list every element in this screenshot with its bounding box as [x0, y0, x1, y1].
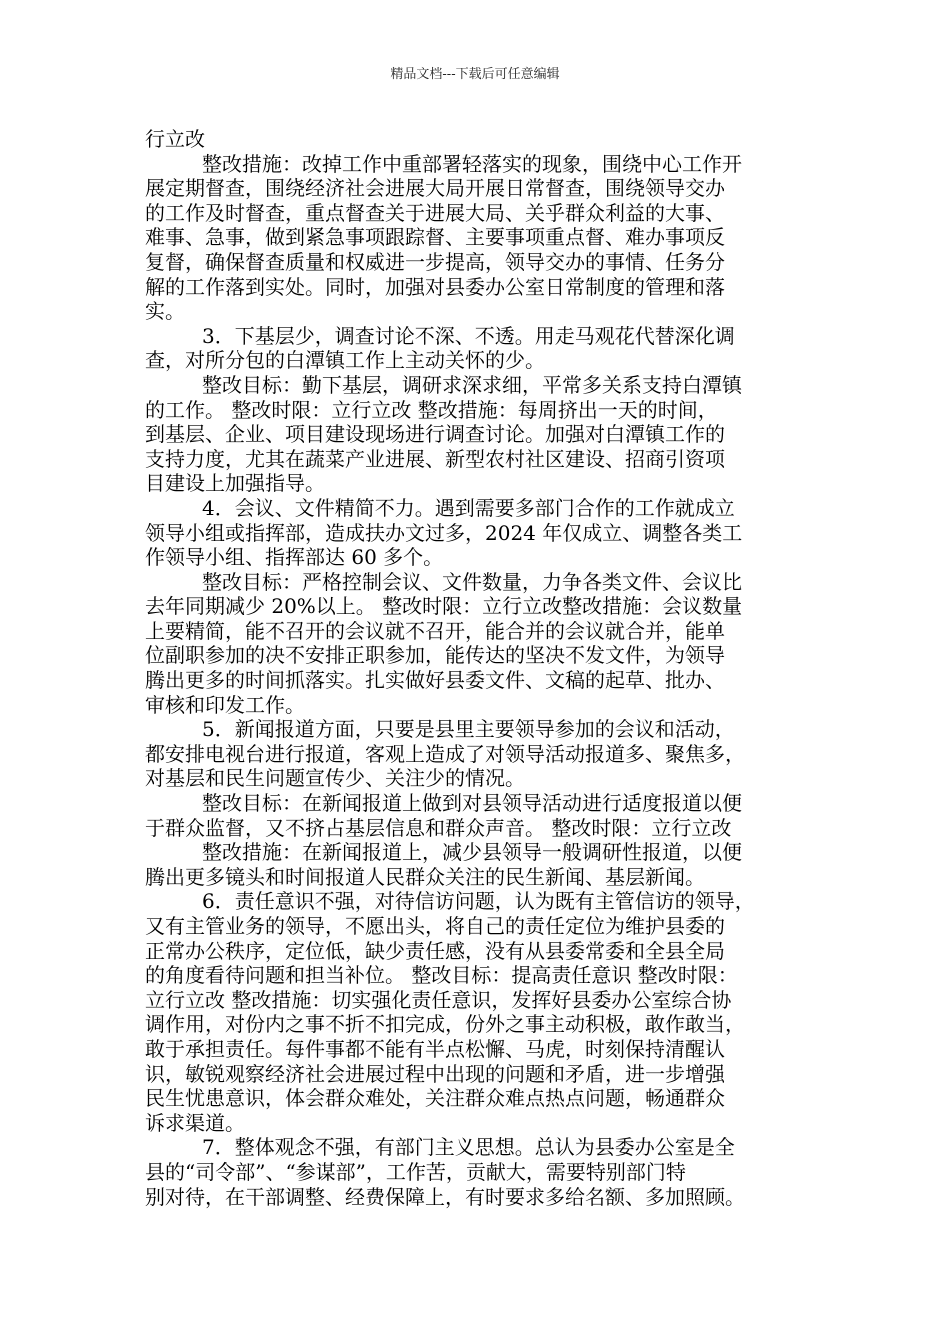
- text-line: 诉求渠道。: [145, 1110, 245, 1135]
- text-line: 整改目标：勤下基层，调研求深求细，平常多关系支持白潭镇: [202, 372, 742, 397]
- text-line: 到基层、企业、项目建设现场进行调查讨论。加强对白潭镇工作的: [145, 422, 725, 447]
- text-line: 都安排电视台进行报道，客观上造成了对领导活动报道多、聚焦多，: [145, 741, 745, 766]
- text-line: 立行立改 整改措施：切实强化责任意识，发挥好县委办公室综合协: [145, 987, 732, 1012]
- text-line: 审核和印发工作。: [145, 692, 305, 717]
- text-line: 的工作及时督查，重点督查关于进展大局、关乎群众利益的大事、: [145, 200, 725, 225]
- text-line: 复督，确保督查质量和权威进一步提高，领导交办的事情、任务分: [145, 249, 725, 274]
- text-line: 整改目标：在新闻报道上做到对县领导活动进行适度报道以便: [202, 791, 742, 816]
- text-line: 民生忧患意识，体会群众难处，关注群众难点热点问题，畅通群众: [145, 1086, 725, 1111]
- text-line: 的角度看待问题和担当补位。 整改目标：提高责任意识 整改时限：: [145, 963, 738, 988]
- text-line: 支持力度，尤其在蔬菜产业进展、新型农村社区建设、招商引资项: [145, 446, 725, 471]
- text-line: 位副职参加的决不安排正职参加，能传达的坚决不发文件，为领导: [145, 643, 725, 668]
- text-line: 5．新闻报道方面，只要是县里主要领导参加的会议和活动，: [202, 717, 735, 742]
- text-line: 3．下基层少，调查讨论不深、不透。用走马观花代替深化调: [202, 323, 735, 348]
- text-line: 正常办公秩序，定位低，缺少责任感，没有从县委常委和全县全局: [145, 938, 725, 963]
- text-line: 腾出更多的时间抓落实。扎实做好县委文件、文稿的起草、批办、: [145, 668, 725, 693]
- text-line: 整改措施：改掉工作中重部署轻落实的现象，围绕中心工作开: [202, 151, 742, 176]
- text-line: 又有主管业务的领导，不愿出头，将自己的责任定位为维护县委的: [145, 914, 725, 938]
- text-line: 行立改: [145, 127, 205, 151]
- text-line: 难事、急事，做到紧急事项跟踪督、主要事项重点督、难办事项反: [145, 225, 725, 250]
- text-line: 6．责任意识不强，对待信访问题，认为既有主管信访的领导，: [202, 889, 755, 914]
- text-line: 作领导小组、指挥部达 60 多个。: [145, 545, 444, 570]
- text-line: 解的工作落到实处。同时，加强对县委办公室日常制度的管理和落: [145, 274, 725, 299]
- document-body: [145, 127, 811, 1209]
- text-line: 4．会议、文件精简不力。遇到需要多部门合作的工作就成立: [202, 495, 735, 520]
- page-header: 精品文档---下载后可任意编辑: [390, 67, 560, 82]
- text-line: 敢于承担责任。每件事都不能有半点松懈、马虎，时刻保持清醒认: [145, 1036, 725, 1061]
- text-line: 展定期督查，围绕经济社会进展大局开展日常督查，围绕领导交办: [145, 176, 725, 201]
- text-line: 别对待，在干部调整、经费保障上，有时要求多给名额、多加照顾。: [145, 1184, 745, 1209]
- text-line: 上要精简，能不召开的会议就不召开，能合并的会议就合并，能单: [145, 618, 725, 643]
- text-line: 去年同期减少 20%以上。 整改时限：立行立改整改措施：会议数量: [145, 594, 743, 619]
- text-line: 实。: [145, 299, 185, 324]
- text-line: 领导小组或指挥部，造成扶办文过多，2024 年仅成立、调整各类工: [145, 520, 743, 545]
- text-line: 腾出更多镜头和时间报道人民群众关注的民生新闻、基层新闻。: [145, 864, 705, 889]
- text-line: 调作用，对份内之事不折不扣完成，份外之事主动积极，敢作敢当，: [145, 1012, 745, 1037]
- text-line: 查，对所分包的白潭镇工作上主动关怀的少。: [145, 348, 545, 373]
- text-line: 整改目标：严格控制会议、文件数量，力争各类文件、会议比: [202, 569, 742, 594]
- text-line: 7．整体观念不强，有部门主义思想。总认为县委办公室是全: [202, 1135, 735, 1160]
- text-line: 目建设上加强指导。: [145, 471, 325, 496]
- text-line: 识，敏锐观察经济社会进展过程中出现的问题和矛盾，进一步增强: [145, 1061, 725, 1086]
- text-line: 县的“司令部”、“参谋部”，工作苦，贡献大，需要特别部门特: [145, 1159, 686, 1184]
- text-line: 于群众监督，又不挤占基层信息和群众声音。 整改时限：立行立改: [145, 815, 732, 840]
- text-line: 对基层和民生问题宣传少、关注少的情况。: [145, 766, 525, 791]
- text-line: 整改措施：在新闻报道上，减少县领导一般调研性报道，以便: [202, 840, 742, 865]
- text-line: 的工作。 整改时限：立行立改 整改措施：每周挤出一天的时间，: [145, 397, 718, 422]
